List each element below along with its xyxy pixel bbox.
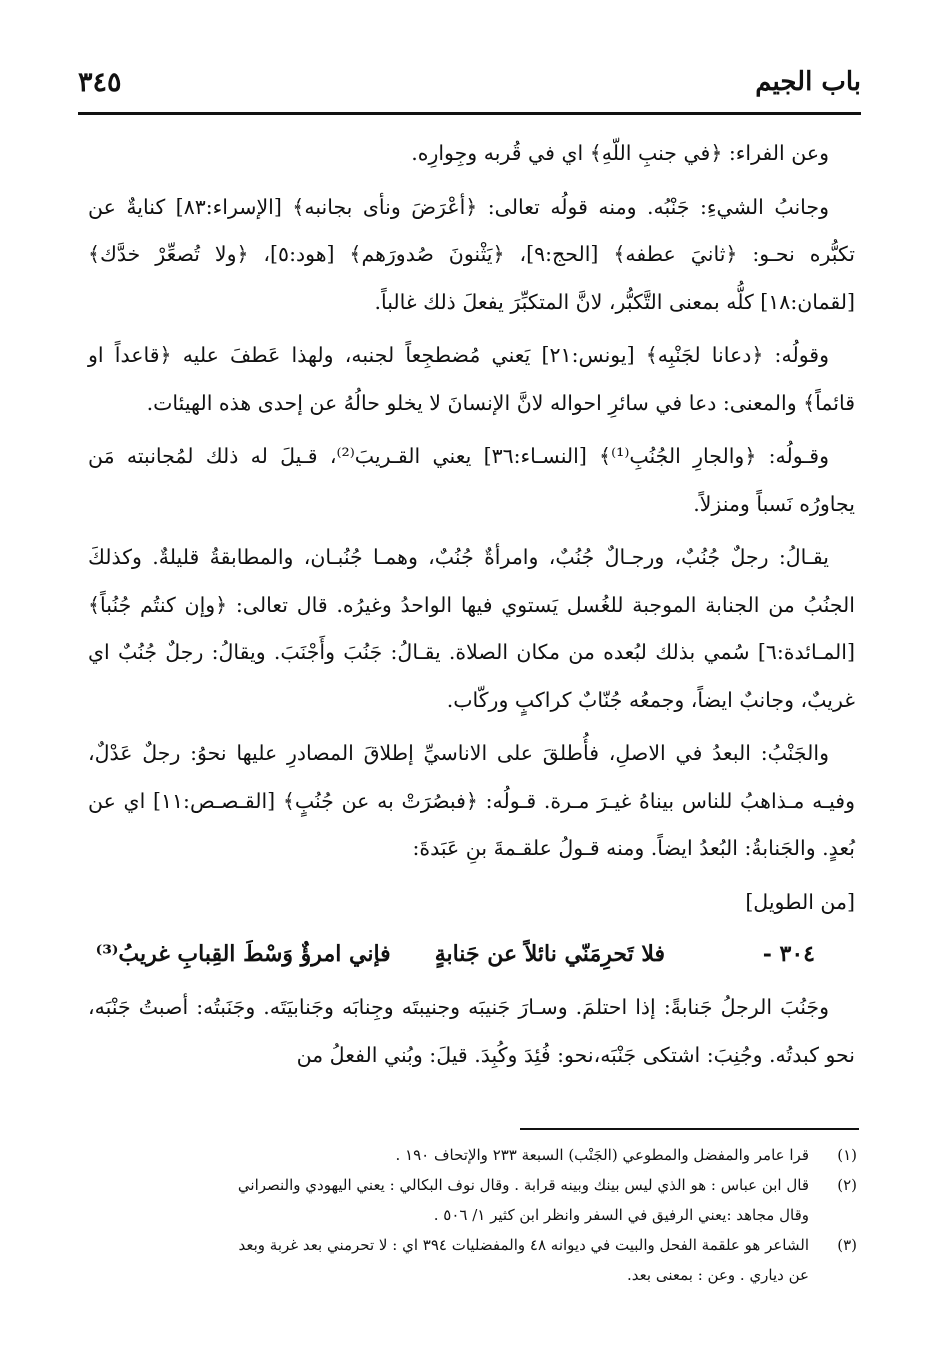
footnote-mark: (٢) (837, 1176, 857, 1194)
paragraph-3: وقولُه: ﴿دعانا لجَنْبِه﴾ [يونس:٢١] يَعني مُضطجِعاً لجنبه، ولهذا عَطفَ عليه ﴿قاعداً او قائماً﴾ والمعنى: دعا في سائرِ احواله لانَّ الإنسانَ لا يخلو حالُهُ عن إحدى هذه الهيئات. (88, 343, 855, 415)
chapter-title: باب الجيم (755, 67, 861, 97)
paragraph-6: والجَنْبُ: البعدُ في الاصلِ، فأُطلقَ على الاناسيِّ إطلاقَ المصادرِ عليها نحوُ: رجلٌ عَدْلٌ، وفيـه مـذاهبُ للناس بيناهُ غيـرَ مـرة. قـولُه: ﴿فبصُرَتْ به عن جُنُبٍ﴾ [القـصـص:١١] اي عن بُعدٍ. والجَنابةُ: البُعدُ ايضاً. ومنه قـولُ علقـمةَ بنِ عَبَدةَ: (88, 741, 855, 860)
footnote-3 (84, 1230, 857, 1260)
verse-hemistich-1: فلا تَحرِمَنّي نائلاً عن جَنابةٍ (434, 941, 665, 967)
footnote-mark: (٣) (837, 1236, 857, 1254)
footnote-text: الشاعر هو علقمة الفحل والبيت في ديوانه ٤٨ والمفضليات ٣٩٤ اي : لا تحرمني بعد غربة وبعد (238, 1236, 809, 1254)
verse-hemistich-2: فإني امرؤٌ وَسْطَ القِبابِ غريبُ⁽³⁾ (95, 941, 391, 967)
page-number: ٣٤٥ (78, 66, 122, 98)
header-rule (78, 112, 861, 115)
paragraph-7: وجَنُبَ الرجلُ جَنابةً: إذا احتلمَ. وسـارَ جَنيبَه وجنيبتَه وجِنابَه وجَنابيَتَه. وجَنَبتُه: أصبتُ جَنْبَه، نحو كبدتُه. وجُنِبَ: اشتكى جَنْبَه،نحو: فُئِدَ وكُبِدَ. قيلَ: وبُني الفعلُ من (88, 995, 855, 1067)
footnote-text: قرا عامر والمفضل والمطوعي (الجَنْب) السبعة ٢٣٣ والإتحاف ١٩٠ . (395, 1146, 809, 1164)
footnotes (84, 1140, 857, 1290)
paragraph-5: يقـالُ: رجلٌ جُنُبٌ، ورجـالٌ جُنُبٌ، وامرأةٌ جُنُبٌ، وهمـا جُنُبـان، والمطابقةُ قليلةٌ. وكذلكَ الجنُبُ من الجنابة الموجبة للغُسل يَستوي فيها الواحدُ وغيرُه. قال تعالى: ﴿وإن كنتُم جُنُباً﴾ [المـائدة:٦] سُمي بذلك لبُعده من مكان الصلاة. يقـالُ: جَنُبَ وأَجْنَبَ. ويقالُ: رجلٌ جُنُبٌ اي غريبٌ، وجانبٌ ايضاً، وجمعُه جُنّابٌ كراكبٍ وركّاب. (88, 545, 855, 712)
meter-label: [من الطويل] (745, 889, 855, 914)
footnote-2-continuation: وقال مجاهد :يعني الرفيق في السفر وانظر ابن كثير ١/ ٥٠٦ . (433, 1206, 809, 1224)
footnote-rule (520, 1128, 859, 1130)
footnote-mark: (١) (837, 1146, 857, 1164)
paragraph-4: وقـولُه: ﴿والجارِ الجُنُبِ⁽¹⁾﴾ [النسـاء:٣٦] يعني القـريبَ⁽²⁾، قـيلَ له ذلك لمُجانبته مَن يجاورُه نَسباً ومنزلاً. (88, 444, 855, 516)
verse-number: ٣٠٤ - (762, 941, 815, 967)
running-header (78, 54, 861, 110)
paragraph-2: وجانبُ الشيءِ: جَنْبُه. ومنه قولُه تعالى: ﴿أعْرَضَ ونأى بجانبه﴾ [الإسراء:٨٣] كنايةٌ عن تكبُّره نحـو: ﴿ثانيَ عطفه﴾ [الحج:٩]، ﴿يَثْنونَ صُدورَهم﴾ [هود:٥]، ﴿ولا تُصعِّرْ خدَّك﴾ [لقمان:١٨] كلُّه بمعنى التَّكبُّر، لانَّ المتكبِّرَ يفعلَ ذلك غالباً. (88, 194, 856, 314)
footnote-1 (84, 1140, 857, 1170)
paragraph-1: وعن الفراء: ﴿في جنبِ اللّهِ﴾ اي في قُربه وجِوارِه. (411, 141, 829, 165)
footnote-2 (84, 1170, 857, 1200)
main-text (88, 130, 855, 1085)
footnote-text: قال ابن عباس : هو الذي ليس بينك وبينه قرابة . وقال نوف البكالي : يعني اليهودي والنصراني (237, 1176, 809, 1194)
poetry-verse (88, 928, 855, 980)
footnote-3-continuation: عن دياري . وعن : بمعنى بعد. (627, 1266, 809, 1284)
